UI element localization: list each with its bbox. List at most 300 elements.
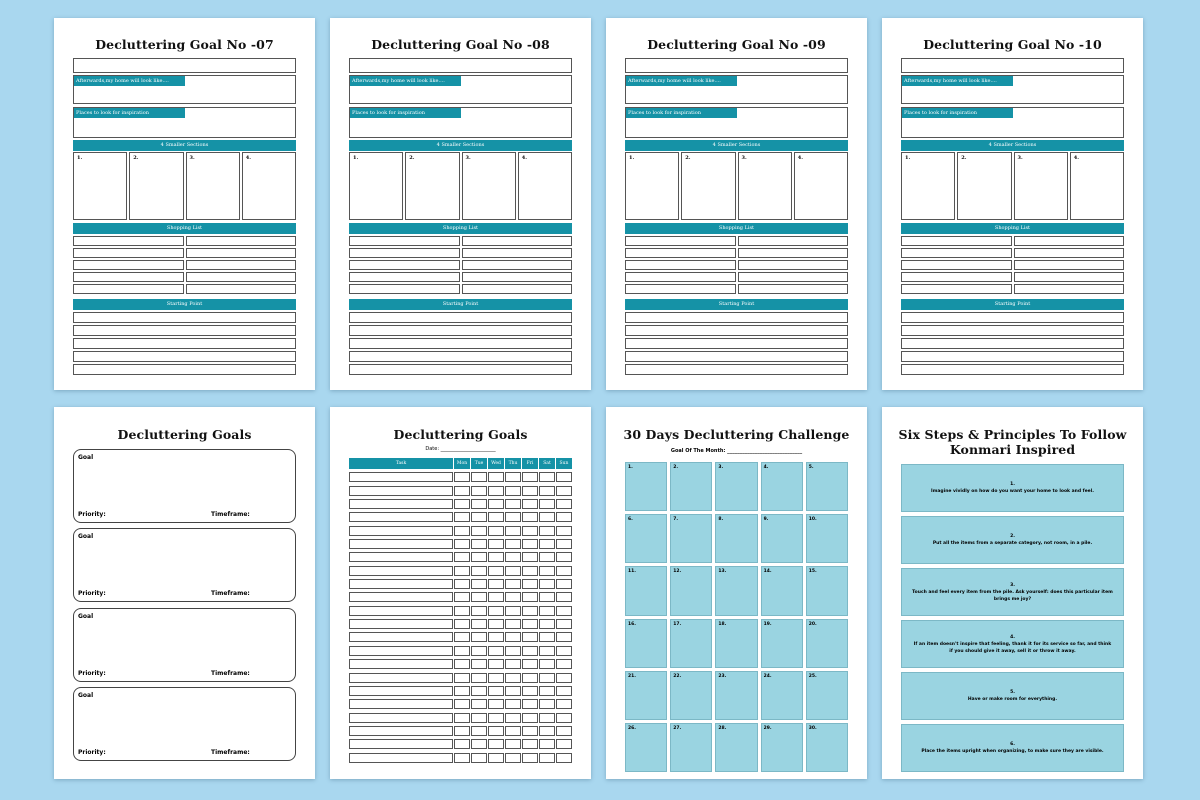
day-cell (454, 552, 470, 562)
afterwards-box (73, 75, 296, 104)
day-cell (454, 592, 470, 602)
goal-name-box (625, 58, 848, 73)
section-box: 4. (518, 152, 572, 220)
day-cell (539, 753, 555, 763)
challenge-page (606, 407, 867, 779)
day-cell: 16. (625, 619, 667, 668)
task-cell (349, 739, 453, 749)
step-number: 4. (1010, 634, 1015, 640)
day-cell (539, 659, 555, 669)
day-cell (454, 673, 470, 683)
day-cell (471, 673, 487, 683)
day-cell (471, 699, 487, 709)
step-box (901, 724, 1124, 772)
task-cell (349, 686, 453, 696)
day-cell (471, 632, 487, 642)
day-cell (556, 632, 572, 642)
step-box (901, 672, 1124, 720)
day-cell (454, 606, 470, 616)
starting-point-bar: Starting Point (901, 299, 1124, 310)
starting-point-bar: Starting Point (73, 299, 296, 310)
day-cell (471, 619, 487, 629)
table-row (349, 579, 572, 589)
inspiration-label: Places to look for inspiration (626, 108, 737, 118)
goal-of-month: Goal Of The Month: ______________________________ (670, 448, 803, 454)
smaller-sections-bar: 4 Smaller Sections (625, 140, 848, 151)
smaller-sections-bar: 4 Smaller Sections (73, 140, 296, 151)
day-cell (539, 713, 555, 723)
table-row (349, 713, 572, 723)
day-cell: 25. (806, 671, 848, 720)
day-cell (522, 659, 538, 669)
task-cell (349, 632, 453, 642)
day-cell (539, 673, 555, 683)
day-cell: 1. (625, 462, 667, 511)
step-text: Put all the items from a separate category, not room, in a pile. (932, 541, 1093, 546)
day-cell (539, 526, 555, 536)
shopping-list-bar: Shopping List (625, 223, 848, 234)
section-box: 4. (1070, 152, 1124, 220)
step-text: Imagine vividly on how do you want your home to look and feel. (931, 489, 1094, 494)
day-cell (488, 539, 504, 549)
afterwards-label: Afterwards,my home will look like.... (74, 76, 185, 86)
day-cell: 29. (761, 723, 803, 772)
day-cell (471, 472, 487, 482)
day-cell (556, 753, 572, 763)
day-cell (556, 686, 572, 696)
goal-name-box (349, 58, 572, 73)
day-cell (556, 512, 572, 522)
page-title: Decluttering Goal No -07 (95, 37, 274, 52)
day-cell (556, 579, 572, 589)
day-cell (522, 472, 538, 482)
day-cell (505, 619, 521, 629)
table-row (349, 619, 572, 629)
page-title (882, 427, 1143, 457)
day-cell (488, 592, 504, 602)
day-cell (522, 713, 538, 723)
day-cell (522, 699, 538, 709)
task-cell (349, 579, 453, 589)
sections-grid (901, 152, 1124, 220)
day-cell (539, 512, 555, 522)
page-title: Decluttering Goals (393, 427, 528, 442)
day-cell (505, 579, 521, 589)
day-cell (539, 686, 555, 696)
task-cell (349, 619, 453, 629)
day-cell (471, 713, 487, 723)
day-cell (471, 686, 487, 696)
starting-point-lines (73, 312, 296, 377)
day-cell (454, 619, 470, 629)
day-cell (556, 606, 572, 616)
day-cell (539, 472, 555, 482)
day-cell (488, 486, 504, 496)
day-cell (454, 699, 470, 709)
section-box: 2. (681, 152, 735, 220)
day-cell: 7. (670, 514, 712, 563)
smaller-sections-bar: 4 Smaller Sections (901, 140, 1124, 151)
title-line-2: Konmari Inspired (949, 442, 1076, 457)
step-text: Have or make room for everything. (967, 697, 1058, 702)
day-cell: 27. (670, 723, 712, 772)
day-cell (454, 739, 470, 749)
day-cell (488, 673, 504, 683)
day-cell (505, 539, 521, 549)
day-cell (539, 579, 555, 589)
starting-point-lines (349, 312, 572, 377)
shopping-list-bar: Shopping List (73, 223, 296, 234)
inspiration-label: Places to look for inspiration (902, 108, 1013, 118)
day-cell (556, 673, 572, 683)
goal-label: Goal (78, 692, 94, 699)
day-cell: 3. (715, 462, 757, 511)
sections-grid (625, 152, 848, 220)
day-cell (539, 486, 555, 496)
day-cell (505, 739, 521, 749)
goal-page-08 (330, 18, 591, 390)
day-cell (505, 673, 521, 683)
day-cell: 19. (761, 619, 803, 668)
day-cell (454, 686, 470, 696)
day-cell (556, 713, 572, 723)
day-cell (556, 739, 572, 749)
day-cell (488, 566, 504, 576)
task-cell (349, 526, 453, 536)
title-line-1: Six Steps & Principles To Follow (898, 427, 1127, 442)
day-cell (488, 726, 504, 736)
header-sun: Sun (556, 458, 572, 469)
header-fri: Fri (522, 458, 538, 469)
day-cell (539, 539, 555, 549)
day-cell (505, 499, 521, 509)
sections-grid (349, 152, 572, 220)
day-cell (522, 606, 538, 616)
inspiration-box (625, 107, 848, 138)
day-cell (488, 686, 504, 696)
day-cell (471, 552, 487, 562)
goal-name-box (901, 58, 1124, 73)
task-cell (349, 472, 453, 482)
day-cell (454, 713, 470, 723)
header-thu: Thu (505, 458, 521, 469)
day-cell: 28. (715, 723, 757, 772)
day-cell (454, 539, 470, 549)
day-cell (522, 632, 538, 642)
table-row (349, 539, 572, 549)
shopping-list-grid (349, 236, 572, 294)
day-cell (556, 539, 572, 549)
goal-label: Goal (78, 533, 94, 540)
goal-card (73, 449, 296, 523)
section-box: 3. (1014, 152, 1068, 220)
page-title: Decluttering Goals (117, 427, 252, 442)
day-cell (488, 699, 504, 709)
header-wed: Wed (488, 458, 504, 469)
page-title: 30 Days Decluttering Challenge (623, 427, 850, 442)
step-number: 3. (1010, 582, 1015, 588)
section-box: 2. (405, 152, 459, 220)
step-number: 6. (1010, 742, 1015, 747)
day-cell (522, 726, 538, 736)
task-cell (349, 592, 453, 602)
task-cell (349, 659, 453, 669)
day-cell (454, 526, 470, 536)
table-row (349, 753, 572, 763)
day-cell: 10. (806, 514, 848, 563)
task-cell (349, 486, 453, 496)
day-cell (505, 526, 521, 536)
day-cell (539, 499, 555, 509)
day-cell (556, 699, 572, 709)
day-cell (539, 606, 555, 616)
table-row (349, 472, 572, 482)
day-cell (505, 726, 521, 736)
inspiration-box (349, 107, 572, 138)
day-cell (471, 566, 487, 576)
day-cell (471, 526, 487, 536)
day-cell (522, 592, 538, 602)
table-row (349, 739, 572, 749)
day-cell (505, 606, 521, 616)
table-body (349, 472, 572, 762)
day-cell (556, 552, 572, 562)
section-box: 3. (462, 152, 516, 220)
day-cell (522, 646, 538, 656)
step-box (901, 516, 1124, 564)
day-cell (488, 739, 504, 749)
section-box: 1. (349, 152, 403, 220)
day-cell (522, 579, 538, 589)
day-cell: 18. (715, 619, 757, 668)
day-cell (522, 539, 538, 549)
day-cell (454, 486, 470, 496)
day-cell (556, 659, 572, 669)
afterwards-box (625, 75, 848, 104)
day-cell (505, 646, 521, 656)
table-row (349, 512, 572, 522)
task-cell (349, 512, 453, 522)
steps-page (882, 407, 1143, 779)
table-row (349, 673, 572, 683)
starting-point-bar: Starting Point (349, 299, 572, 310)
day-cell (556, 472, 572, 482)
section-box: 4. (242, 152, 296, 220)
section-box: 2. (957, 152, 1011, 220)
sections-grid (73, 152, 296, 220)
section-box: 1. (73, 152, 127, 220)
day-cell (505, 592, 521, 602)
inspiration-box (73, 107, 296, 138)
day-cell (471, 579, 487, 589)
timeframe-label: Timeframe: (211, 590, 250, 597)
step-text: If an item doesn't inspire that feeling, thank it for its service so far, and think if you should give it away, sell it or throw it away. (913, 641, 1112, 654)
table-row (349, 699, 572, 709)
day-grid (625, 462, 848, 772)
header-sat: Sat (539, 458, 555, 469)
header-mon: Mon (454, 458, 470, 469)
smaller-sections-bar: 4 Smaller Sections (349, 140, 572, 151)
goal-label: Goal (78, 613, 94, 620)
goals-list-page (54, 407, 315, 779)
goal-label: Goal (78, 454, 94, 461)
priority-label: Priority: (78, 670, 106, 677)
day-cell (556, 566, 572, 576)
day-cell: 6. (625, 514, 667, 563)
day-cell: 15. (806, 566, 848, 615)
day-cell (488, 499, 504, 509)
day-cell (539, 646, 555, 656)
day-cell (505, 552, 521, 562)
goal-card (73, 608, 296, 682)
day-cell (505, 512, 521, 522)
day-cell (471, 539, 487, 549)
day-cell (556, 592, 572, 602)
day-cell (539, 592, 555, 602)
inspiration-label: Places to look for inspiration (74, 108, 185, 118)
day-cell (488, 579, 504, 589)
day-cell (454, 472, 470, 482)
day-cell (471, 606, 487, 616)
shopping-list-grid (625, 236, 848, 294)
starting-point-lines (625, 312, 848, 377)
day-cell (488, 472, 504, 482)
day-cell (522, 673, 538, 683)
day-cell (471, 512, 487, 522)
day-cell (488, 659, 504, 669)
day-cell: 22. (670, 671, 712, 720)
day-cell (522, 486, 538, 496)
task-cell (349, 552, 453, 562)
day-cell (488, 526, 504, 536)
day-cell (488, 619, 504, 629)
goal-name-box (73, 58, 296, 73)
day-cell (539, 552, 555, 562)
section-box: 2. (129, 152, 183, 220)
day-cell (522, 753, 538, 763)
day-cell (471, 592, 487, 602)
task-cell (349, 726, 453, 736)
afterwards-box (901, 75, 1124, 104)
task-cell (349, 566, 453, 576)
day-cell (488, 646, 504, 656)
task-cell (349, 673, 453, 683)
table-row (349, 486, 572, 496)
afterwards-box (349, 75, 572, 104)
timeframe-label: Timeframe: (211, 511, 250, 518)
task-cell (349, 499, 453, 509)
section-box: 4. (794, 152, 848, 220)
section-box: 3. (738, 152, 792, 220)
inspiration-box (901, 107, 1124, 138)
day-cell (539, 619, 555, 629)
day-cell (454, 579, 470, 589)
day-cell (454, 512, 470, 522)
header-task: Task (349, 458, 453, 469)
day-cell (471, 726, 487, 736)
starting-point-lines (901, 312, 1124, 377)
day-cell (471, 486, 487, 496)
afterwards-label: Afterwards,my home will look like.... (902, 76, 1013, 86)
day-cell (488, 632, 504, 642)
section-box: 1. (625, 152, 679, 220)
day-cell: 26. (625, 723, 667, 772)
day-cell (454, 632, 470, 642)
task-cell (349, 753, 453, 763)
starting-point-bar: Starting Point (625, 299, 848, 310)
page-title: Decluttering Goal No -09 (647, 37, 826, 52)
day-cell: 24. (761, 671, 803, 720)
date-line: Date: ______________________ (425, 446, 496, 452)
day-cell (454, 753, 470, 763)
day-cell (488, 552, 504, 562)
table-row (349, 726, 572, 736)
day-cell: 14. (761, 566, 803, 615)
day-cell (522, 552, 538, 562)
day-cell: 8. (715, 514, 757, 563)
header-tue: Tue (471, 458, 487, 469)
table-row (349, 646, 572, 656)
timeframe-label: Timeframe: (211, 670, 250, 677)
page-title: Decluttering Goal No -08 (371, 37, 550, 52)
day-cell (539, 726, 555, 736)
table-row (349, 552, 572, 562)
section-box: 3. (186, 152, 240, 220)
day-cell: 21. (625, 671, 667, 720)
day-cell (556, 726, 572, 736)
day-cell (505, 753, 521, 763)
day-cell: 9. (761, 514, 803, 563)
step-number: 1. (1010, 482, 1015, 487)
table-row (349, 659, 572, 669)
day-cell (471, 753, 487, 763)
shopping-list-bar: Shopping List (349, 223, 572, 234)
table-row (349, 566, 572, 576)
day-cell (556, 499, 572, 509)
task-cell (349, 646, 453, 656)
day-cell: 4. (761, 462, 803, 511)
shopping-list-grid (73, 236, 296, 294)
section-box: 1. (901, 152, 955, 220)
table-row (349, 499, 572, 509)
goal-card (73, 528, 296, 602)
task-cell (349, 699, 453, 709)
priority-label: Priority: (78, 511, 106, 518)
day-cell (454, 646, 470, 656)
day-cell (471, 739, 487, 749)
day-cell (471, 499, 487, 509)
day-cell (454, 499, 470, 509)
weekly-tasks-page (330, 407, 591, 779)
day-cell: 30. (806, 723, 848, 772)
day-cell (556, 646, 572, 656)
day-cell (522, 512, 538, 522)
day-cell (556, 619, 572, 629)
day-cell (539, 699, 555, 709)
goal-card (73, 687, 296, 761)
day-cell (522, 499, 538, 509)
day-cell: 11. (625, 566, 667, 615)
day-cell (556, 486, 572, 496)
step-box (901, 464, 1124, 512)
day-cell (556, 526, 572, 536)
timeframe-label: Timeframe: (211, 749, 250, 756)
day-cell (471, 659, 487, 669)
afterwards-label: Afterwards,my home will look like.... (626, 76, 737, 86)
day-cell (505, 713, 521, 723)
day-cell (505, 472, 521, 482)
table-row (349, 632, 572, 642)
